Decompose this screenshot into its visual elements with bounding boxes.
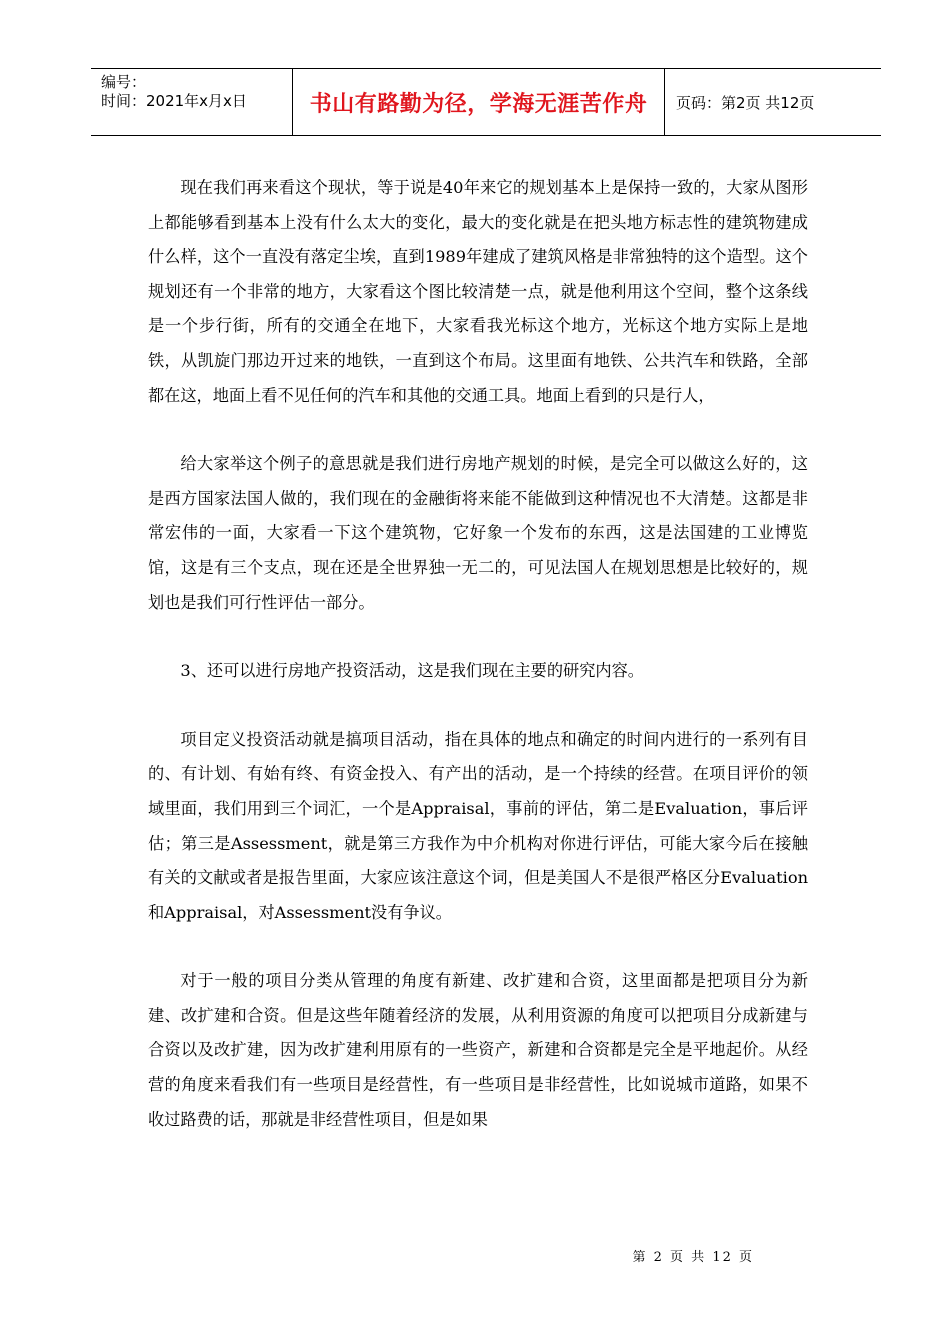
header-meta [101, 73, 291, 111]
time-label: 时间：2021年x月x日 [101, 92, 247, 110]
header-motto: 书山有路勤为径，学海无涯苦作舟 [309, 92, 648, 117]
page-footer: 第 2 页 共 12 页 [632, 1250, 754, 1265]
page-header [91, 68, 881, 136]
paragraph: 对于一般的项目分类从管理的角度有新建、改扩建和合资，这里面都是把项目分为新建、改扩建和合资。但是这些年随着经济的发展，从利用资源的角度可以把项目分成新建与合资以及改扩建，因为改扩建利用原有的一些资产，新建和合资都是完全是平地起价。从经营的角度来看我们有一些项目是经营性，有一些项目是非经营性，比如说城市道路，如果不收过路费的话，那就是非经营性项目，但是如果 [148, 971, 808, 1129]
paragraph: 项目定义投资活动就是搞项目活动，指在具体的地点和确定的时间内进行的一系列有目的、有计划、有始有终、有资金投入、有产出的活动，是一个持续的经营。在项目评价的领域里面，我们用到三个词汇，一个是Appraisal，事前的评估，第二是Evaluation，事后评估；第三是Assessment，就是第三方我作为中介机构对你进行评估，可能大家今后在接触有关的文献或者是报告里面，大家应该注意这个词，但是美国人不是很严格区分Evaluation和Appraisal，对Assessment没有争议。 [148, 729, 808, 922]
document-body [148, 171, 808, 1171]
number-label: 编号： [101, 73, 147, 91]
paragraph: 现在我们再来看这个现状，等于说是40年来它的规划基本上是保持一致的，大家从图形上都能够看到基本上没有什么太大的变化，最大的变化就是在把头地方标志性的建筑物建成什么样，这个一直没有落定尘埃，直到1989年建成了建筑风格是非常独特的这个造型。这个规划还有一个非常的地方，大家看这个图比较清楚一点，就是他利用这个空间，整个这条线是一个步行街，所有的交通全在地下，大家看我光标这个地方，光标这个地方实际上是地铁，从凯旋门那边开过来的地铁，一直到这个布局。这里面有地铁、公共汽车和铁路，全部都在这，地面上看不见任何的汽车和其他的交通工具。地面上看到的只是行人， [148, 178, 808, 405]
paragraph: 3、还可以进行房地产投资活动，这是我们现在主要的研究内容。 [180, 661, 644, 681]
paragraph: 给大家举这个例子的意思就是我们进行房地产规划的时候，是完全可以做这么好的，这是西方国家法国人做的，我们现在的金融街将来能不能做到这种情况也不大清楚。这都是非常宏伟的一面，大家看一下这个建筑物，它好象一个发布的东西，这是法国建的工业博览馆，这是有三个支点，现在还是全世界独一无二的，可见法国人在规划思想是比较好的，规划也是我们可行性评估一部分。 [148, 454, 808, 612]
header-page-label: 页码：第2页 共12页 [676, 94, 815, 112]
header-divider [664, 69, 665, 136]
